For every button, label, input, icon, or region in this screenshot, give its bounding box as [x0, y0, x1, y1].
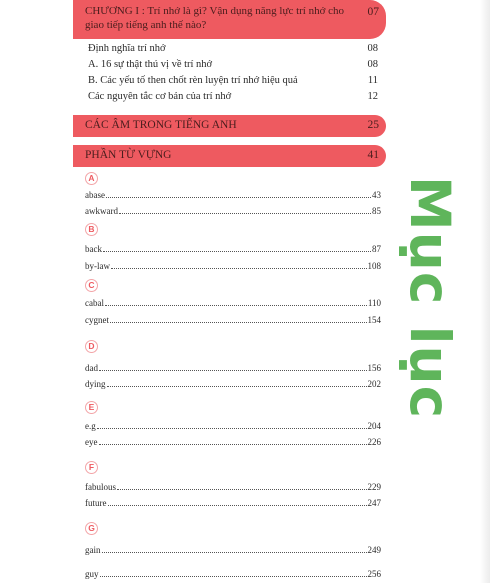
dot-leader [106, 197, 371, 198]
toc-sub-item[interactable] [88, 91, 382, 105]
word-entry[interactable] [85, 543, 381, 555]
sounds-section-band[interactable] [73, 115, 386, 137]
dot-leader [117, 489, 367, 490]
toc-sub-item[interactable] [88, 75, 382, 89]
chapter-1-page: 07 [367, 6, 379, 18]
dot-leader [102, 552, 367, 553]
dot-leader [107, 386, 367, 387]
toc-sub-item-label: Các nguyên tắc cơ bản của trí nhớ [88, 91, 232, 102]
word-entry-page: 204 [367, 421, 381, 431]
word-entry-page: 154 [367, 315, 381, 325]
chapter-1-label: CHƯƠNG I : Trí nhớ là gì? Vận dụng năng lực trí nhớ cho giao tiếp tiếng anh thế nào? [85, 5, 345, 31]
dot-leader [100, 576, 367, 577]
word-entry-page: 247 [367, 498, 381, 508]
word-entry[interactable] [85, 377, 381, 389]
sounds-section-page: 25 [367, 119, 379, 131]
toc-sub-item[interactable] [88, 43, 382, 57]
dot-leader [111, 268, 367, 269]
word-entry[interactable] [85, 435, 381, 447]
dot-leader [99, 444, 367, 445]
word-entry-term: by-law [85, 261, 110, 271]
vocab-section-page: 41 [367, 149, 379, 161]
word-entry-page: 87 [372, 244, 381, 254]
word-entry[interactable] [85, 296, 381, 308]
word-entry[interactable] [85, 188, 381, 200]
letter-c-badge: C [85, 279, 98, 292]
toc-sub-item[interactable] [88, 59, 382, 73]
word-entry-page: 110 [367, 298, 381, 308]
word-entry-term: future [85, 498, 107, 508]
word-entry-page: 43 [372, 190, 381, 200]
word-entry-term: eye [85, 437, 98, 447]
toc-sub-item-page: 08 [367, 59, 378, 70]
vocab-section-band[interactable] [73, 145, 386, 167]
word-entry-term: cabal [85, 298, 104, 308]
dot-leader [119, 213, 371, 214]
letter-b-badge: B [85, 223, 98, 236]
word-entry[interactable] [85, 480, 381, 492]
letter-a-badge: A [85, 172, 98, 185]
dot-leader [110, 322, 367, 323]
word-entry-page: 202 [367, 379, 381, 389]
word-entry-term: fabulous [85, 482, 116, 492]
letter-d-badge: D [85, 340, 98, 353]
word-entry[interactable] [85, 419, 381, 431]
letter-e-badge: E [85, 401, 98, 414]
word-entry-page: 229 [367, 482, 381, 492]
vocab-section-label: PHẦN TỪ VỰNG [85, 149, 172, 161]
chapter-1-band[interactable] [73, 0, 386, 39]
word-entry-term: awkward [85, 206, 118, 216]
toc-sub-item-label: B. Các yếu tố then chốt rèn luyện trí nhớ hiệu quả [88, 75, 298, 86]
page-edge-shadow [480, 0, 490, 583]
toc-sub-item-label: A. 16 sự thật thú vị về trí nhớ [88, 59, 213, 70]
table-of-contents-title [400, 158, 460, 438]
word-entry[interactable] [85, 361, 381, 373]
toc-sub-item-page: 11 [367, 75, 378, 86]
word-entry-page: 108 [367, 261, 381, 271]
dot-leader [103, 251, 371, 252]
word-entry[interactable] [85, 204, 381, 216]
word-entry[interactable] [85, 242, 381, 254]
word-entry-term: abase [85, 190, 105, 200]
word-entry-term: dad [85, 363, 98, 373]
dot-leader [105, 305, 367, 306]
word-entry-page: 85 [372, 206, 381, 216]
word-entry-page: 256 [367, 569, 381, 579]
word-entry[interactable] [85, 259, 381, 271]
letter-g-badge: G [85, 522, 98, 535]
toc-sub-item-page: 08 [367, 43, 378, 54]
letter-f-badge: F [85, 461, 98, 474]
dot-leader [97, 428, 367, 429]
sounds-section-label: CÁC ÂM TRONG TIẾNG ANH [85, 119, 237, 131]
word-entry-term: cygnet [85, 315, 109, 325]
word-entry-term: e.g [85, 421, 96, 431]
title-text: Mục lục [398, 176, 462, 420]
word-entry-page: 249 [367, 545, 381, 555]
dot-leader [99, 370, 367, 371]
word-entry[interactable] [85, 567, 381, 579]
word-entry-term: gain [85, 545, 101, 555]
word-entry-page: 226 [367, 437, 381, 447]
word-entry-term: guy [85, 569, 99, 579]
word-entry[interactable] [85, 313, 381, 325]
word-entry-term: back [85, 244, 102, 254]
word-entry-term: dying [85, 379, 106, 389]
dot-leader [108, 505, 367, 506]
toc-sub-item-label: Định nghĩa trí nhớ [88, 43, 166, 54]
toc-sub-item-page: 12 [367, 91, 378, 102]
word-entry[interactable] [85, 496, 381, 508]
word-entry-page: 156 [367, 363, 381, 373]
